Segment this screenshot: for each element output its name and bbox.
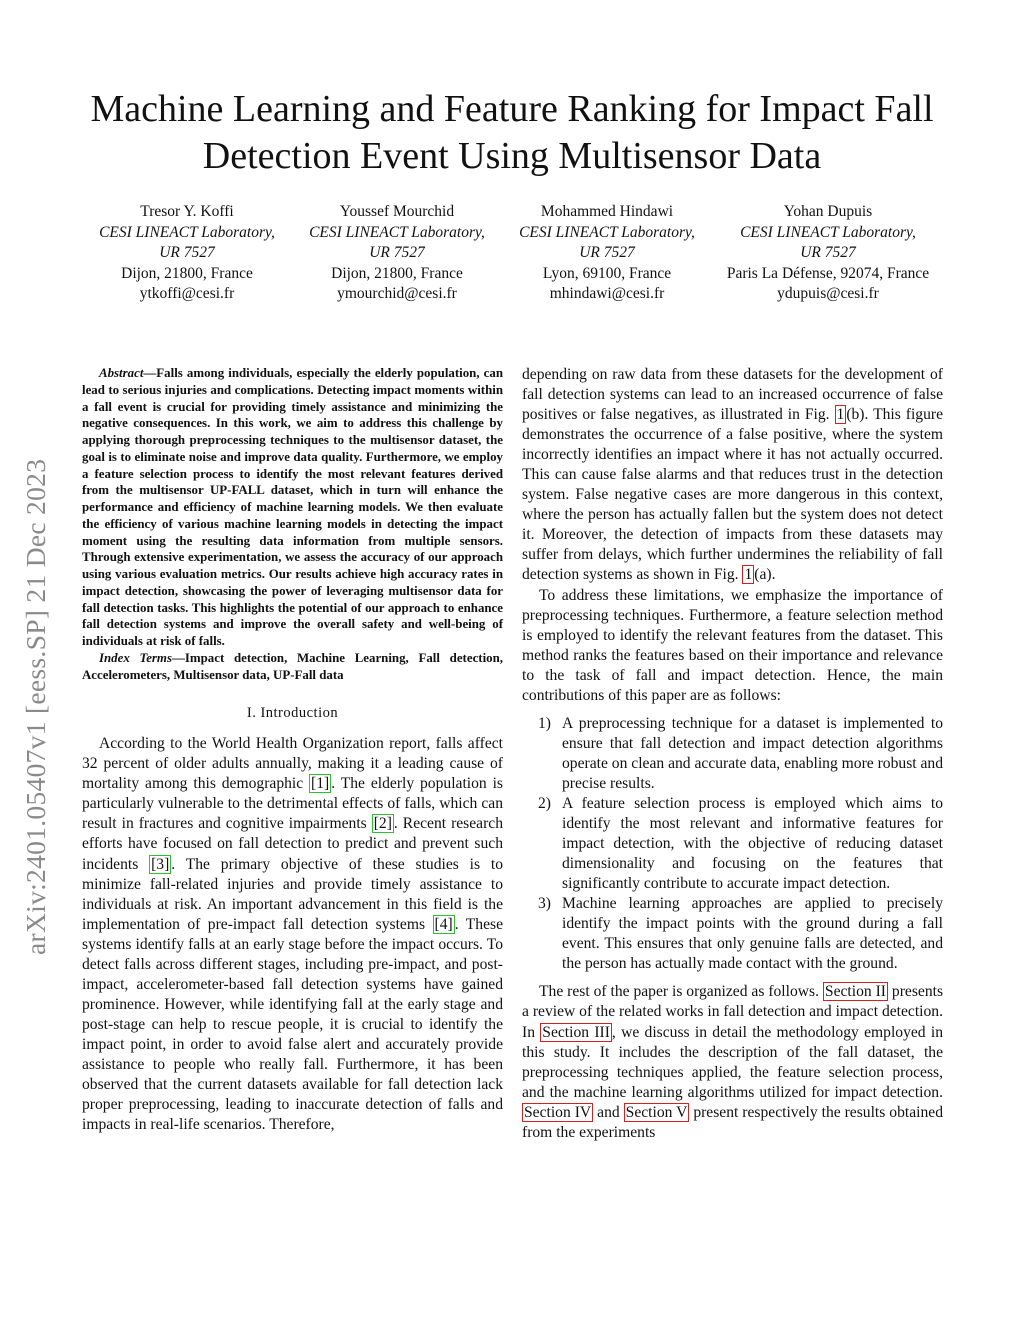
list-number: 2) xyxy=(538,794,551,812)
text-run: present respectively the results obtained from the experiments xyxy=(522,1103,943,1141)
index-terms-label: Index Terms xyxy=(99,650,172,665)
list-item-text: Machine learning approaches are applied to precisely identify the impact points with the ground during a fall event. This ensures that only genuine falls are detected, and the person has actually made contact with the ground. xyxy=(562,895,943,973)
citation-link[interactable]: [3] xyxy=(151,855,170,873)
author-affiliation: CESI LINEACT Laboratory, xyxy=(99,223,275,241)
index-terms xyxy=(82,650,503,684)
author-affiliation: CESI LINEACT Laboratory, xyxy=(309,223,485,241)
author-name: Tresor Y. Koffi xyxy=(140,203,234,220)
section-link[interactable]: Section III xyxy=(542,1023,610,1041)
author-location: Paris La Défense, 92074, France xyxy=(726,264,930,282)
author-affiliation: CESI LINEACT Laboratory, xyxy=(740,223,916,241)
author-affiliation-unit: UR 7527 xyxy=(579,244,635,262)
list-number: 1) xyxy=(538,714,551,732)
author-card xyxy=(292,202,502,305)
text-run: depending on raw data from these datasets for the development of fall detection systems can lead to an increased occurrence of false positives or false negatives, as illustrated in Fig. xyxy=(522,366,943,424)
section-link[interactable]: Section IV xyxy=(524,1103,592,1121)
author-email[interactable]: ydupuis@cesi.fr xyxy=(777,285,879,303)
list-item-text: A feature selection process is employed which aims to identify the most relevant and informative features for impact detection, with the objective of reducing dataset dimensionality and focusing on the features that significantly contribute to accurate impact detection. xyxy=(562,794,943,893)
list-item xyxy=(522,894,943,974)
author-location: Dijon, 21800, France xyxy=(331,264,463,282)
section-link[interactable]: Section II xyxy=(824,983,886,1001)
text-run: . These systems identify falls at an early stage before the impact occurs. To detect falls across different stages, including pre-impact, and post-impact, accelerometer-based fall detection systems have gained prominence. However, while identifying fall at the early stage and post-stage can help to rescue people, it is crucial to identify the impact point, in order to avoid false alert and accurately provide assistance to people who really fall. Furthermore, it has been observed that the current datasets available for fall detection lack proper preprocessing, leading to inaccurate detection of falls and impacts in real-life scenarios. Therefore, xyxy=(82,915,504,1134)
author-location: Lyon, 69100, France xyxy=(542,264,672,282)
text-run: , we discuss in detail the methodology employed in this study. It includes the description of the fall dataset, the preprocessing techniques applied, the feature selection process, and the machine learning algorithms utilized for impact detection. xyxy=(522,1023,943,1101)
figure-link[interactable]: 1 xyxy=(744,566,753,584)
author-block xyxy=(82,202,944,305)
author-card xyxy=(502,202,712,305)
text-run: presents a review of the related works in fall detection and impact detection. In xyxy=(522,983,944,1041)
citation-link[interactable]: [4] xyxy=(434,915,453,933)
author-affiliation-unit: UR 7527 xyxy=(159,244,215,262)
text-run: . The primary objective of these studies is to minimize fall-related injuries and provide timely assistance to individuals at risk. An important advancement in this field is the implementation of pre-impact fall detection systems xyxy=(82,855,503,933)
list-item xyxy=(522,794,943,894)
text-run: According to the World Health Organization report, falls affect 32 percent of older adults annually, making it a leading cause of mortality among this demographic xyxy=(82,735,503,793)
list-number: 3) xyxy=(538,895,551,913)
figure-link[interactable]: 1 xyxy=(836,406,845,424)
arxiv-identifier: arXiv:2401.05407v1 [eess.SP] 21 Dec 2023 xyxy=(20,458,51,955)
section-heading-introduction: I. Introduction xyxy=(246,705,339,722)
intro-paragraph xyxy=(82,734,503,1135)
author-email[interactable]: ymourchid@cesi.fr xyxy=(337,285,457,303)
right-column xyxy=(522,365,943,1143)
author-email[interactable]: mhindawi@cesi.fr xyxy=(549,285,665,303)
text-run: . Recent research efforts have focused on fall detection to predict and prevent such incidents xyxy=(82,815,503,873)
section-link[interactable]: Section V xyxy=(625,1103,688,1121)
author-name: Mohammed Hindawi xyxy=(540,203,674,220)
body-paragraph xyxy=(522,365,943,586)
abstract-text: —Falls among individuals, especially the elderly population, can lead to serious injuries and complications. Detecting impact moments within a fall event is crucial for providing timely assistance and minimizing the negative consequences. In this work, we aim to address this challenge by applying thorough preprocessing techniques to the multisensor dataset, the goal is to eliminate noise and improve data quality. Furthermore, we employ a feature selection process to identify the most relevant features derived from the multisensor UP-FALL dataset, which in turn will enhance the performance and efficiency of machine learning models. We then evaluate the efficiency of various machine learning models in detecting the impact moment using the resulting data information from multiple sensors. Through extensive experimentation, we assess the accuracy of our approach using various evaluation metrics. Our results achieve high accuracy rates in impact detection, showcasing the power of leveraging multisensor data for fall detection tasks. This highlights the potential of our approach to enhance fall detection systems and improve the overall safety and well-being of individuals at risk of falls. xyxy=(82,366,503,648)
citation-link[interactable]: [2] xyxy=(373,815,392,833)
list-item xyxy=(522,714,943,794)
index-terms-text: —Impact detection, Machine Learning, Fall detection, Accelerometers, Multisensor data, UP-Fall data xyxy=(82,650,503,682)
author-card xyxy=(712,202,944,305)
contributions-list xyxy=(522,714,943,975)
list-item-text: A preprocessing technique for a dataset is implemented to ensure that fall detection and impact detection algorithms operate on clean and accurate data, enabling more robust and precise results. xyxy=(562,714,944,792)
abstract xyxy=(82,365,503,650)
text-run: . The elderly population is particularly vulnerable to the detrimental effects of falls, which can result in fractures and cognitive impairments xyxy=(82,775,503,833)
abstract-label: Abstract xyxy=(99,366,144,380)
author-card xyxy=(82,202,292,305)
text-run: and xyxy=(593,1103,624,1121)
author-location: Dijon, 21800, France xyxy=(121,264,253,282)
text-run: (b). This figure demonstrates the occurrence of a false positive, where the system incorrectly identifies an impact where it has not actually occurred. This can cause false alarms and that reduces trust in the detection system. False negative cases are more dangerous in this context, where the person has actually fallen but the system does not detect it. Moreover, the detection of impacts from these datasets may suffer from delays, which further undermines the reliability of fall detection systems as shown in Fig. xyxy=(522,406,943,584)
author-affiliation: CESI LINEACT Laboratory, xyxy=(519,223,695,241)
author-name: Yohan Dupuis xyxy=(783,203,873,220)
left-column xyxy=(82,365,503,1135)
author-email[interactable]: ytkoffi@cesi.fr xyxy=(139,285,235,303)
body-paragraph xyxy=(522,982,943,1142)
author-affiliation-unit: UR 7527 xyxy=(369,244,425,262)
citation-link[interactable]: [1] xyxy=(311,775,330,793)
author-name: Youssef Mourchid xyxy=(339,203,455,220)
text-run: (a). xyxy=(754,566,776,584)
paper-title: Machine Learning and Feature Ranking for Impact Fall Detection Event Using Multisensor Data xyxy=(90,88,934,177)
author-affiliation-unit: UR 7527 xyxy=(800,244,856,262)
body-paragraph: To address these limitations, we emphasize the importance of preprocessing techniques. Furthermore, a feature selection method is employed to identify the relevant features from the dataset. This method ranks the features based on their importance and relevance to the task of fall and impact detection. Hence, the main contributions of this paper are as follows: xyxy=(522,586,943,704)
text-run: The rest of the paper is organized as follows. xyxy=(539,983,823,1001)
